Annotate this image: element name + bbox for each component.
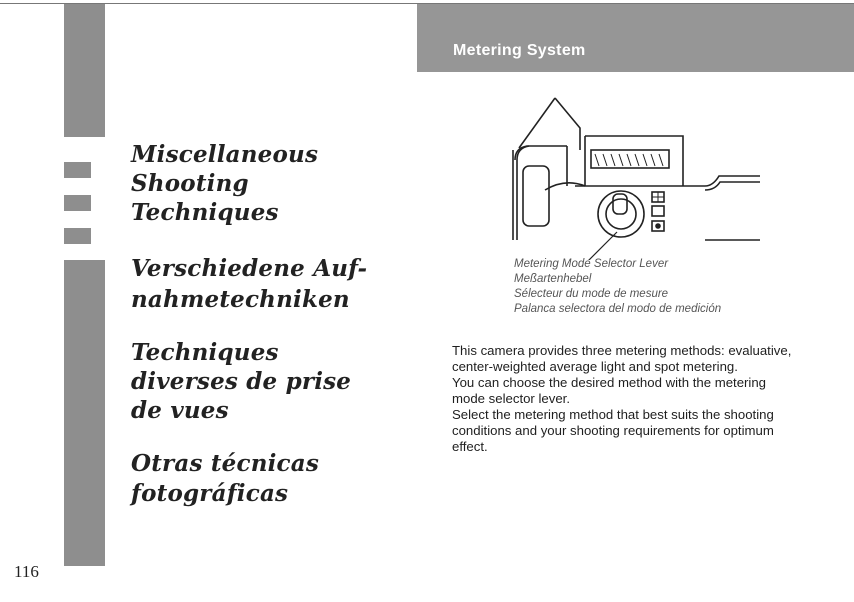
- chapter-bar-lower: [64, 260, 105, 566]
- chapter-tab: [64, 195, 91, 211]
- title-line: Verschiedene Auf-: [131, 255, 368, 282]
- title-line: Miscellaneous: [131, 141, 319, 168]
- chapter-title-spanish: [131, 449, 319, 509]
- chapter-bar-upper: [64, 4, 105, 137]
- section-header-band: [417, 4, 854, 72]
- caption-line: Metering Mode Selector Lever: [514, 258, 669, 270]
- body-paragraph: You can choose the desired method with the metering mode selector lever.: [452, 375, 767, 406]
- title-line: fotográficas: [131, 480, 289, 507]
- title-line: Shooting: [131, 170, 249, 197]
- chapter-title-french: [131, 338, 351, 425]
- title-line: de vues: [131, 397, 229, 424]
- title-line: Techniques: [131, 199, 279, 226]
- title-line: Otras técnicas: [131, 450, 320, 477]
- camera-illustration: [505, 90, 760, 260]
- body-paragraph: Select the metering method that best suits the shooting conditions and your shooting requirements for optimum effect.: [452, 407, 774, 454]
- chapter-title-english: [131, 140, 318, 227]
- caption-line: Meßartenhebel: [514, 273, 592, 285]
- chapter-tab: [64, 162, 91, 178]
- caption-line: Palanca selectora del modo de medición: [514, 303, 722, 315]
- title-line: nahmetechniken: [131, 286, 350, 313]
- section-title: Metering System: [453, 42, 586, 59]
- chapter-tab: [64, 228, 91, 244]
- page-number: 116: [14, 562, 39, 581]
- title-line: diverses de prise: [131, 368, 352, 395]
- body-text: [452, 343, 792, 455]
- title-line: Techniques: [131, 339, 279, 366]
- body-paragraph: This camera provides three metering methods: evaluative, center-weighted average light and spot metering.: [452, 343, 792, 374]
- figure-caption: [514, 257, 721, 317]
- chapter-title-german: [131, 253, 367, 315]
- caption-line: Sélecteur du mode de mesure: [514, 288, 669, 300]
